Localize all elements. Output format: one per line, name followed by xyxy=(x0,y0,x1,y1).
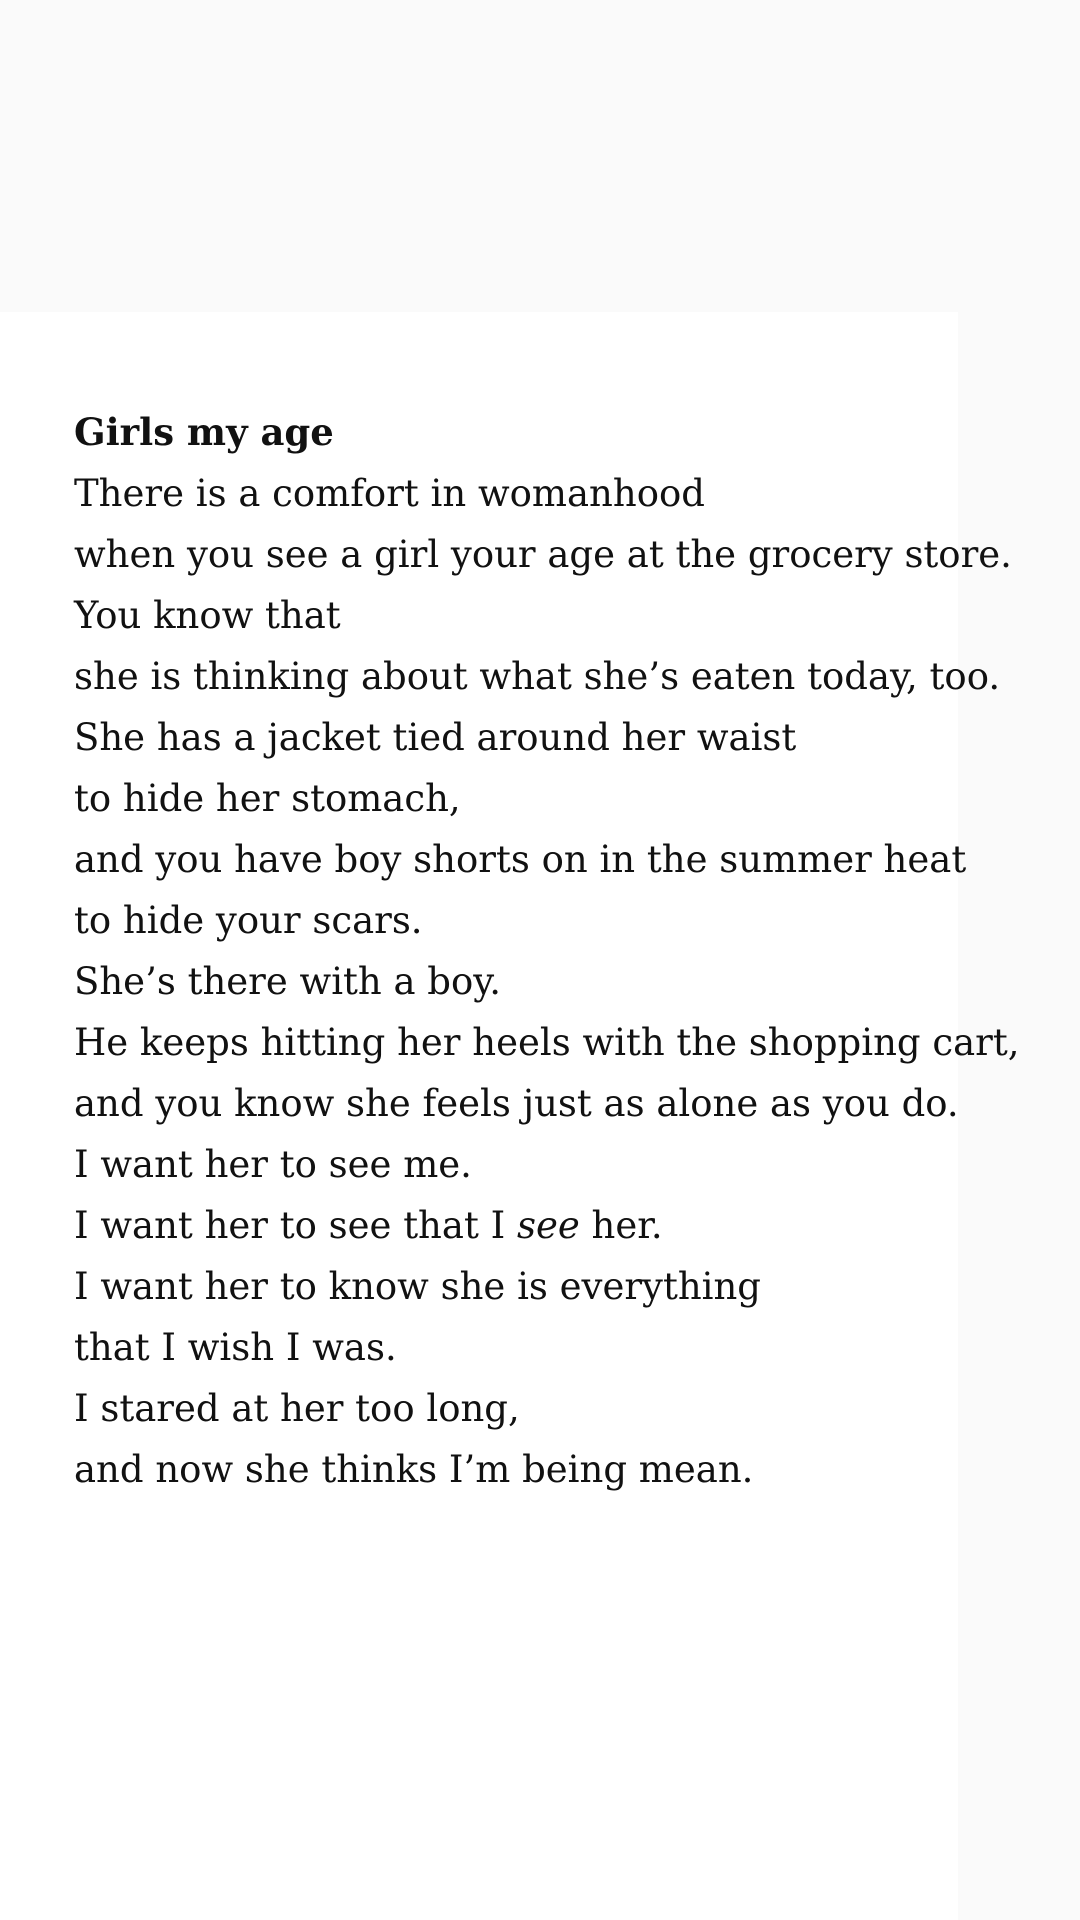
poem-line: that I wish I was. xyxy=(74,1326,397,1369)
poem-line-emphasis xyxy=(74,1195,974,1256)
poem-line: There is a comfort in womanhood xyxy=(74,472,705,515)
emphasized-word: see xyxy=(516,1204,580,1247)
poem-title: Girls my age xyxy=(74,410,334,454)
poem-line: She’s there with a boy. xyxy=(74,960,502,1003)
poem-line: I want her to know she is everything xyxy=(74,1265,761,1308)
poem-line-text: her. xyxy=(579,1204,663,1247)
poem-line: and now she thinks I’m being mean. xyxy=(74,1448,754,1491)
poem-line-text: I want her to see that I xyxy=(74,1204,517,1247)
poem-line: I stared at her too long, xyxy=(74,1387,520,1430)
poem-line: and you know she feels just as alone as you do. xyxy=(74,1082,959,1125)
poem-line: You know that xyxy=(74,594,341,637)
poem-line: She has a jacket tied around her waist xyxy=(74,716,797,759)
poem-line: to hide your scars. xyxy=(74,899,423,942)
poem-line: and you have boy shorts on in the summer heat xyxy=(74,838,967,881)
poem-line: when you see a girl your age at the grocery store. xyxy=(74,533,1012,576)
poem-line: I want her to see me. xyxy=(74,1143,472,1186)
poem-line: she is thinking about what she’s eaten today, too. xyxy=(74,655,1001,698)
poem-line: to hide her stomach, xyxy=(74,777,461,820)
poem xyxy=(74,402,1020,1500)
poem-line: He keeps hitting her heels with the shopping cart, xyxy=(74,1021,1020,1064)
